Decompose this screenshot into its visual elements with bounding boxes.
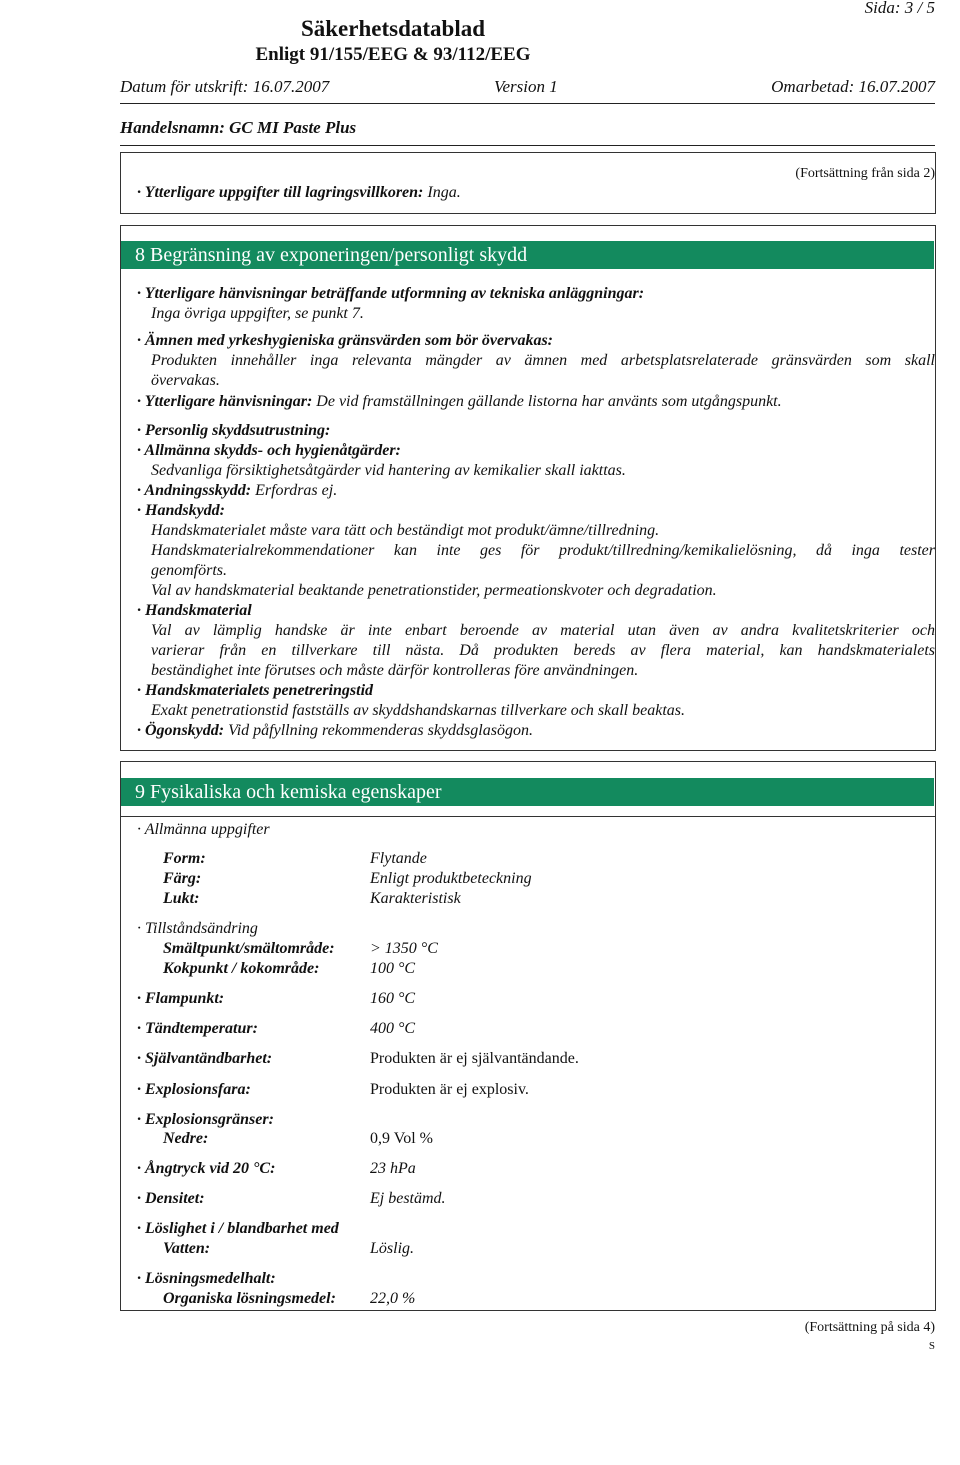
storage-line	[137, 184, 461, 202]
s8-respiratory-line	[137, 482, 337, 500]
s8-tech-value: Inga övriga uppgifter, se punkt 7.	[151, 305, 364, 322]
flash-value: 160 °C	[370, 990, 416, 1007]
s8-refs-label: · Ytterligare hänvisningar:	[137, 393, 313, 410]
s8-hand-value-2: Handskmaterialrekommendationer kan inte ges för produkt/tillredning/kemikalielösning, då inga tester	[151, 542, 935, 559]
melting-label: Smältpunkt/smältområde:	[163, 940, 335, 957]
density-label: · Densitet:	[137, 1190, 205, 1207]
explosion-label: · Explosionsfara:	[137, 1081, 251, 1098]
explosion-limits-label: · Explosionsgränser:	[137, 1111, 274, 1128]
s8-hand-label: · Handskydd:	[137, 502, 225, 519]
odor-value: Karakteristisk	[370, 890, 461, 907]
s8-respiratory-label: · Andningsskydd:	[137, 482, 252, 499]
color-label: Färg:	[163, 870, 202, 887]
density-value: Ej bestämd.	[370, 1190, 446, 1207]
continuation-box	[120, 152, 936, 214]
section9-heading: 9 Fysikaliska och kemiska egenskaper	[121, 778, 934, 806]
s8-eye-line	[137, 722, 533, 740]
s8-penetration-value: Exakt penetrationstid fastställs av skyddshandskarnas tillverkare och skall beaktas.	[151, 702, 685, 719]
s8-eye-value: Vid påfyllning rekommenderas skyddsglasögon.	[228, 722, 533, 739]
water-value: Löslig.	[370, 1240, 415, 1257]
section8-heading: 8 Begränsning av exponeringen/personligt skydd	[121, 241, 934, 269]
s8-hand-value-4: Val av handskmaterial beaktande penetrationstider, permeationskvoter och degradation.	[151, 582, 717, 599]
print-date: Datum för utskrift: 16.07.2007	[120, 77, 330, 96]
storage-value: Inga.	[427, 184, 461, 201]
s8-refs-value: De vid framställningen gällande listorna har använts som utgångspunkt.	[316, 393, 782, 410]
lower-limit-value: 0,9 Vol %	[370, 1130, 433, 1147]
ignition-value: 400 °C	[370, 1020, 416, 1037]
header-rule-2	[120, 145, 935, 146]
s8-hand-value-3: genomförts.	[151, 562, 227, 579]
s8-hand-value-1: Handskmaterialet måste vara tätt och beständigt mot produkt/ämne/tillredning.	[151, 522, 660, 539]
header-rule	[120, 103, 935, 104]
s8-hygiene-value: Sedvanliga försiktighetsåtgärder vid hantering av kemikalier skall iakttas.	[151, 462, 626, 479]
boiling-label: Kokpunkt / kokområde:	[163, 960, 320, 977]
solvent-content-label: · Lösningsmedelhalt:	[137, 1270, 276, 1287]
form-label: Form:	[163, 850, 206, 867]
ignition-label: · Tändtemperatur:	[137, 1020, 258, 1037]
organic-solvent-value: 22,0 %	[370, 1290, 416, 1307]
state-change-label: · Tillståndsändring	[137, 920, 258, 937]
flash-label: · Flampunkt:	[137, 990, 225, 1007]
odor-label: Lukt:	[163, 890, 200, 907]
s8-eye-label: · Ögonskydd:	[137, 722, 225, 739]
s8-ppe-label: · Personlig skyddsutrustning:	[137, 422, 331, 439]
page-number: Sida: 3 / 5	[864, 0, 935, 17]
selfignition-label: · Självantändbarhet:	[137, 1050, 273, 1067]
s8-glove-material-2: varierar från en tillverkare till nästa. Då produkten bereds av flera material, kan handskmaterialets	[151, 642, 935, 659]
s8-penetration-label: · Handskmaterialets penetreringstid	[137, 682, 374, 699]
s8-glove-material-1: Val av lämplig handske är inte enbart beroende av material utan även av andra kvalitetskriterier och	[151, 622, 935, 639]
page-mark: S	[928, 1340, 935, 1352]
document-subtitle: Enligt 91/155/EEG & 93/112/EEG	[255, 44, 531, 65]
storage-label: · Ytterligare uppgifter till lagringsvillkoren:	[137, 184, 424, 201]
s8-glove-material-label: · Handskmaterial	[137, 602, 252, 619]
s8-limits-value: Produkten innehåller inga relevanta mängder av ämnen med arbetsplatsrelaterade gränsvärden som skall	[151, 352, 935, 369]
trade-name: Handelsnamn: GC MI Paste Plus	[120, 118, 357, 137]
water-label: Vatten:	[163, 1240, 211, 1257]
general-label: · Allmänna uppgifter	[137, 821, 270, 838]
solubility-label: · Löslighet i / blandbarhet med	[137, 1220, 339, 1237]
s8-hygiene-label: · Allmänna skydds- och hygienåtgärder:	[137, 442, 401, 459]
s8-tech-label: · Ytterligare hänvisningar beträffande utformning av tekniska anläggningar:	[137, 285, 645, 302]
vapor-pressure-value: 23 hPa	[370, 1160, 416, 1177]
continued-to: (Fortsättning på sida 4)	[804, 1320, 935, 1335]
boiling-value: 100 °C	[370, 960, 416, 977]
organic-solvent-label: Organiska lösningsmedel:	[163, 1290, 336, 1307]
s8-limits-label: · Ämnen med yrkeshygieniska gränsvärden som bör övervakas:	[137, 332, 553, 349]
s8-limits-value-2: övervakas.	[151, 372, 220, 389]
s8-respiratory-value: Erfordras ej.	[255, 482, 338, 499]
form-value: Flytande	[370, 850, 427, 867]
revised-date: Omarbetad: 16.07.2007	[771, 77, 935, 96]
lower-limit-label: Nedre:	[163, 1130, 209, 1147]
selfignition-value: Produkten är ej självantändande.	[370, 1050, 579, 1067]
continued-from: (Fortsättning från sida 2)	[795, 166, 935, 181]
version: Version 1	[494, 77, 558, 96]
color-value: Enligt produktbeteckning	[370, 870, 532, 887]
document-title: Säkerhetsdatablad	[300, 16, 486, 41]
melting-value: > 1350 °C	[370, 940, 438, 957]
s8-refs-line	[137, 393, 782, 411]
explosion-value: Produkten är ej explosiv.	[370, 1081, 529, 1098]
vapor-pressure-label: · Ångtryck vid 20 °C:	[137, 1160, 276, 1177]
s8-glove-material-3: beständighet inte förutses och måste därför kontrolleras före användningen.	[151, 662, 639, 679]
